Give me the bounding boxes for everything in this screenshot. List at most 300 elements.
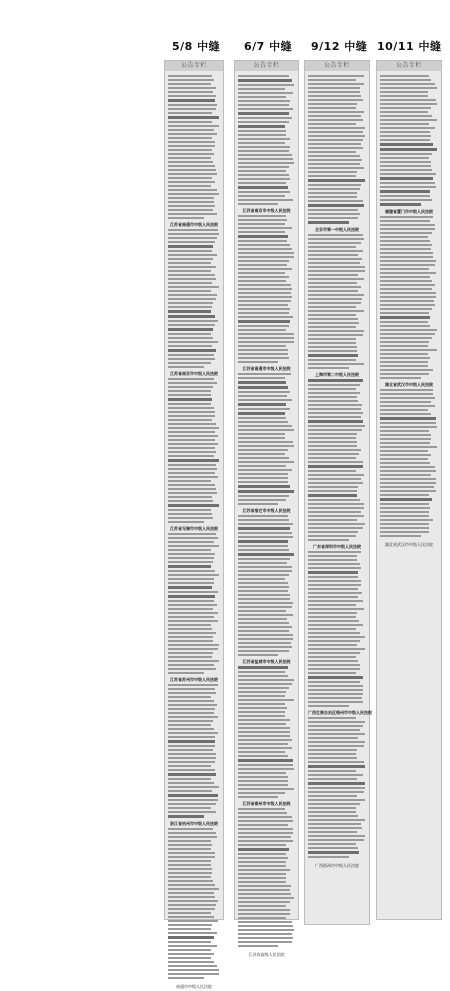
text-line [168,888,219,890]
text-line [238,731,290,733]
section-heading: 广西壮族自治区梧州市中级人民法院 [308,710,372,715]
text-line [308,159,362,161]
strip-title: 公告专栏 [377,61,441,71]
text-line [168,724,211,726]
text-line [308,151,356,153]
text-line [168,595,215,598]
text-line [308,831,357,833]
text-line [168,794,218,797]
text-line [308,753,356,755]
text-line [168,757,216,759]
text-line [308,79,356,81]
text-line [168,366,204,368]
text-line [168,161,213,163]
text-line [168,920,218,922]
text-line [308,835,365,837]
text-line [238,304,288,306]
text-line [238,549,289,551]
text-line [168,700,214,702]
text-line [308,668,360,670]
text-line [380,353,428,355]
text-line [168,488,216,490]
text-line [168,398,212,401]
text-line [238,134,286,136]
text-line [380,236,428,238]
text-line [380,148,437,151]
text-line [380,87,437,89]
text-line [308,135,365,137]
column-body [305,71,372,870]
text-line [168,704,217,706]
text-line [168,574,219,576]
text-line [308,209,358,211]
text-line [380,494,429,496]
text-line [238,646,292,648]
text-line [308,774,363,776]
text-line [168,480,211,482]
text-line [238,276,289,278]
text-line [238,162,294,164]
text-line [308,412,363,414]
text-line [168,749,213,751]
text-line [238,231,285,233]
text-line [168,932,217,934]
text-line [308,741,365,743]
text-line [168,169,216,171]
text-line [238,650,289,652]
text-line [308,733,365,735]
text-line [168,443,218,445]
text-line [238,417,286,419]
text-line [308,807,356,809]
text-line [238,325,289,327]
text-line [380,333,435,335]
text-line [168,953,214,955]
text-line [238,256,294,258]
text-line [168,354,214,356]
text-line [238,84,294,86]
text-line [380,470,436,472]
text-line [238,925,293,927]
text-line [168,362,211,364]
text-line [308,179,365,182]
text-line [238,268,292,270]
text-line [238,540,288,543]
text-line [308,314,356,316]
text-line [168,302,213,304]
text-line [168,245,213,248]
text-line [380,357,430,359]
text-line [168,753,216,755]
text-line [308,839,364,841]
text-line [308,127,365,129]
text-line [380,228,435,230]
text-line [168,969,219,971]
text-line [380,111,428,113]
text-line [238,308,290,310]
text-line [380,272,436,274]
text-line [238,582,288,584]
text-line [238,816,292,818]
text-line [168,241,215,243]
text-line [238,377,285,379]
text-line [168,852,215,854]
text-line [380,442,430,444]
text-line [238,373,291,375]
text-line [238,429,294,431]
text-line [168,496,212,498]
text-line [168,740,215,743]
text-line [308,330,364,332]
text-line [168,632,216,634]
text-line [238,905,286,907]
text-line [308,234,363,236]
text-line [308,147,363,149]
text-line [380,329,437,331]
text-line [168,815,204,818]
text-line [308,167,364,169]
text-line [308,555,357,557]
text-line [308,306,356,308]
text-line [380,361,428,363]
text-line [168,624,211,626]
text-line [238,634,293,636]
text-line [308,486,358,488]
text-line [308,163,360,165]
text-line [168,811,216,813]
text-line [168,345,212,347]
text-line [168,205,215,207]
text-line [238,96,286,98]
text-line [238,235,288,238]
section-heading: 广东省深圳市中级人民法院 [313,544,361,549]
text-line [308,274,358,276]
text-line [380,450,428,452]
text-line [380,337,432,339]
text-line [308,705,349,707]
text-line [308,75,364,77]
text-line [168,541,214,543]
text-line [308,632,360,634]
text-line [238,638,293,640]
text-line [168,141,215,143]
text-line [308,286,361,288]
text-line [238,897,294,899]
text-line [308,737,358,739]
text-line [308,656,356,658]
text-line [238,654,278,656]
text-line [168,672,204,674]
text-line [308,171,357,173]
text-line [238,780,288,782]
text-line [168,761,215,763]
text-line [168,181,215,183]
text-line [238,154,292,156]
text-line [380,127,435,129]
section-heading: 江苏省盐城市中级人民法院 [242,659,291,664]
text-line [308,310,364,312]
text-line [168,880,213,882]
text-line [238,146,290,148]
text-line [308,592,362,594]
text-line [168,455,214,457]
text-line [238,755,288,757]
text-line [168,91,213,93]
text-line [308,717,356,719]
text-line [380,478,436,480]
text-line [168,165,215,167]
text-line [238,808,285,810]
text-line [168,320,218,322]
text-line [238,337,294,339]
text-line [238,707,287,709]
text-line [238,574,289,576]
text-line [308,664,360,666]
text-line [238,264,287,266]
text-line [380,232,432,234]
text-line [380,369,433,371]
text-line [168,435,218,437]
text-line [168,832,216,834]
text-line [168,108,216,110]
section-heading: 江苏省南京市中级人民法院 [170,371,218,376]
text-line [168,95,216,97]
text-line [168,745,215,747]
text-line [308,408,361,410]
text-line [238,142,285,144]
text-line [168,545,219,547]
text-line [238,578,285,580]
text-line [380,186,436,188]
text-line [168,977,204,979]
text-line [168,660,219,662]
text-line [168,856,215,858]
text-line [168,476,218,478]
text-line [238,536,293,538]
text-line [238,602,293,604]
text-line [380,135,431,137]
text-line [238,104,289,106]
text-line [168,306,212,308]
text-line [380,107,431,109]
text-line [308,95,361,97]
text-line [308,318,358,320]
text-line [168,145,215,147]
text-line [168,83,211,85]
text-line [308,660,358,662]
text-line [238,481,288,483]
text-line [168,201,214,203]
text-line [238,449,288,451]
text-line [168,648,218,650]
text-line [308,266,365,268]
text-line [380,474,431,476]
text-line [308,155,360,157]
text-line [308,379,363,382]
text-line [308,217,358,219]
text-line [238,683,292,685]
text-line [308,559,357,561]
text-line [168,173,217,175]
text-line [308,799,365,801]
text-line [308,250,363,252]
text-line [308,363,364,365]
text-line [238,399,292,401]
text-line [308,354,358,357]
text-line [308,616,356,618]
text-line [308,482,363,484]
text-line [308,761,364,763]
text-line [168,836,217,838]
text-line [238,723,286,725]
text-line [238,499,286,501]
text-line [380,466,435,468]
text-line [308,571,358,574]
text-line [168,286,219,288]
text-line [308,433,357,435]
text-line [238,158,293,160]
text-line [380,296,436,298]
text-line [380,349,437,351]
text-line [168,133,217,135]
text-line [238,174,289,176]
text-line [238,381,286,384]
text-line [238,296,292,298]
text-line [168,769,215,771]
text-line [380,482,436,484]
text-line [238,240,287,242]
text-line [238,79,292,82]
text-line [308,298,362,300]
text-line [238,877,286,879]
text-line [238,191,290,193]
text-line [308,254,358,256]
text-line [238,92,293,94]
text-line [168,716,218,718]
text-line [380,95,428,97]
text-line [380,300,434,302]
text-line [238,473,288,475]
text-line [308,278,364,280]
text-line [168,521,204,523]
text-line [238,695,285,697]
text-line [308,640,360,642]
text-line [380,405,435,407]
text-line [238,244,290,246]
text-line [380,507,430,509]
text-line [168,537,218,539]
text-line [380,498,432,501]
text-line [308,697,362,699]
text-line [308,749,357,751]
text-line [380,83,435,85]
text-line [238,917,286,919]
text-line [380,284,435,286]
text-line [308,624,363,626]
text-line [238,465,286,467]
text-line [238,703,285,705]
text-line [308,188,360,190]
text-line [238,292,291,294]
text-line [308,693,363,695]
text-line [380,397,435,399]
notice-column-2 [234,60,299,957]
text-line [168,782,214,784]
text-line [238,719,290,721]
header-col-3: 9/12 中缝 [311,40,368,53]
text-line [238,272,285,274]
text-line [308,282,357,284]
header-col-2: 6/7 中缝 [244,40,293,53]
text-line [168,790,212,792]
text-line [380,426,437,428]
text-line [380,165,431,167]
text-line [308,437,356,439]
text-line [380,280,432,282]
text-line [380,288,432,290]
text-line [238,485,290,488]
text-line [308,420,363,423]
text-line [380,143,433,146]
text-line [168,149,212,151]
text-line [168,640,213,642]
text-line [168,973,219,975]
text-line [308,213,360,215]
text-line [168,386,213,388]
text-line [380,523,429,525]
text-line [238,865,286,867]
text-line [308,465,363,468]
text-line [380,462,430,464]
text-line [380,292,436,294]
text-line [380,119,437,121]
text-line [168,582,214,584]
text-line [308,644,357,646]
column-footer: 南通市中级人民法院 [176,984,212,989]
text-line [380,153,432,155]
column-footer: 湖北省武汉市中级人民法院 [385,542,433,547]
text-line [168,484,215,486]
text-line [380,161,431,163]
text-line [238,772,286,774]
text-line [168,872,212,874]
text-line [168,468,217,470]
text-line [308,782,365,785]
text-line [168,844,212,846]
text-line [308,511,361,513]
text-line [238,594,290,596]
text-line [380,515,429,517]
text-line [308,453,359,455]
text-line [238,284,291,286]
text-line [168,262,211,264]
text-line [380,486,434,488]
column-body [165,71,223,991]
text-line [168,500,213,502]
text-line [308,685,363,687]
text-line [308,770,356,772]
text-line [308,87,360,89]
text-line [238,739,292,741]
text-line [308,843,356,845]
text-line [238,300,291,302]
text-line [380,454,431,456]
text-line [168,258,213,260]
column-body [235,71,298,959]
text-line [168,945,217,947]
text-line [238,341,294,343]
text-line [308,196,357,198]
